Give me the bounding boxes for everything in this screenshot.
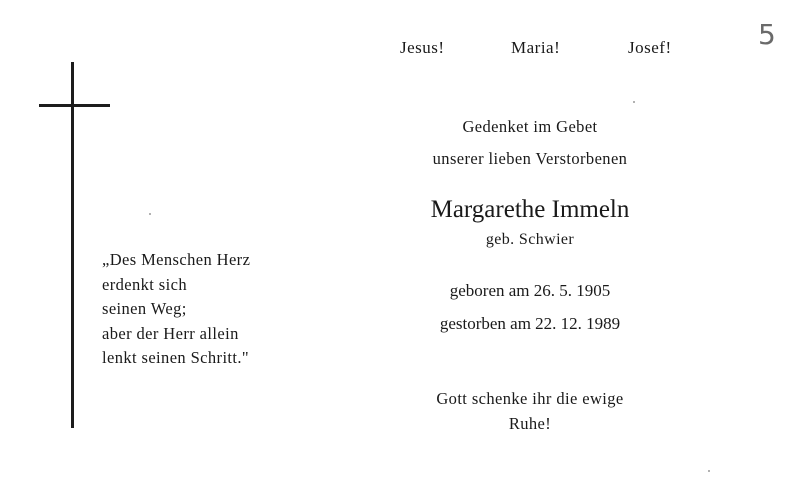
intro-line-1: Gedenket im Gebet xyxy=(462,117,598,136)
quote-line: „Des Menschen Herz xyxy=(102,250,251,269)
quote-line: seinen Weg; xyxy=(102,299,187,318)
scan-speck xyxy=(633,101,635,103)
quote-line: aber der Herr allein xyxy=(102,323,239,343)
bible-quote xyxy=(102,248,250,371)
maiden-name: geb. Schwier xyxy=(485,231,575,248)
cross-icon-bar xyxy=(39,104,110,107)
header-maria: Maria! xyxy=(511,38,561,57)
header-jesus: Jesus! xyxy=(400,38,445,57)
page-number: 5 xyxy=(758,18,776,51)
scan-speck xyxy=(149,213,151,215)
blessing-line-1: Gott schenke ihr die ewige xyxy=(436,389,624,408)
header-names xyxy=(0,38,800,62)
blessing-line-2: Ruhe! xyxy=(508,414,552,433)
cross-icon xyxy=(71,62,74,428)
deceased-name: Margarethe Immeln xyxy=(430,196,630,223)
intro-line-2: unserer lieben Verstorbenen xyxy=(432,149,628,168)
scan-speck xyxy=(708,470,710,472)
header-josef: Josef! xyxy=(628,38,672,57)
death-date: gestorben am 22. 12. 1989 xyxy=(439,314,621,333)
quote-line: lenkt seinen Schritt." xyxy=(102,348,250,367)
quote-line: erdenkt sich xyxy=(102,274,187,294)
birth-date: geboren am 26. 5. 1905 xyxy=(449,281,611,300)
